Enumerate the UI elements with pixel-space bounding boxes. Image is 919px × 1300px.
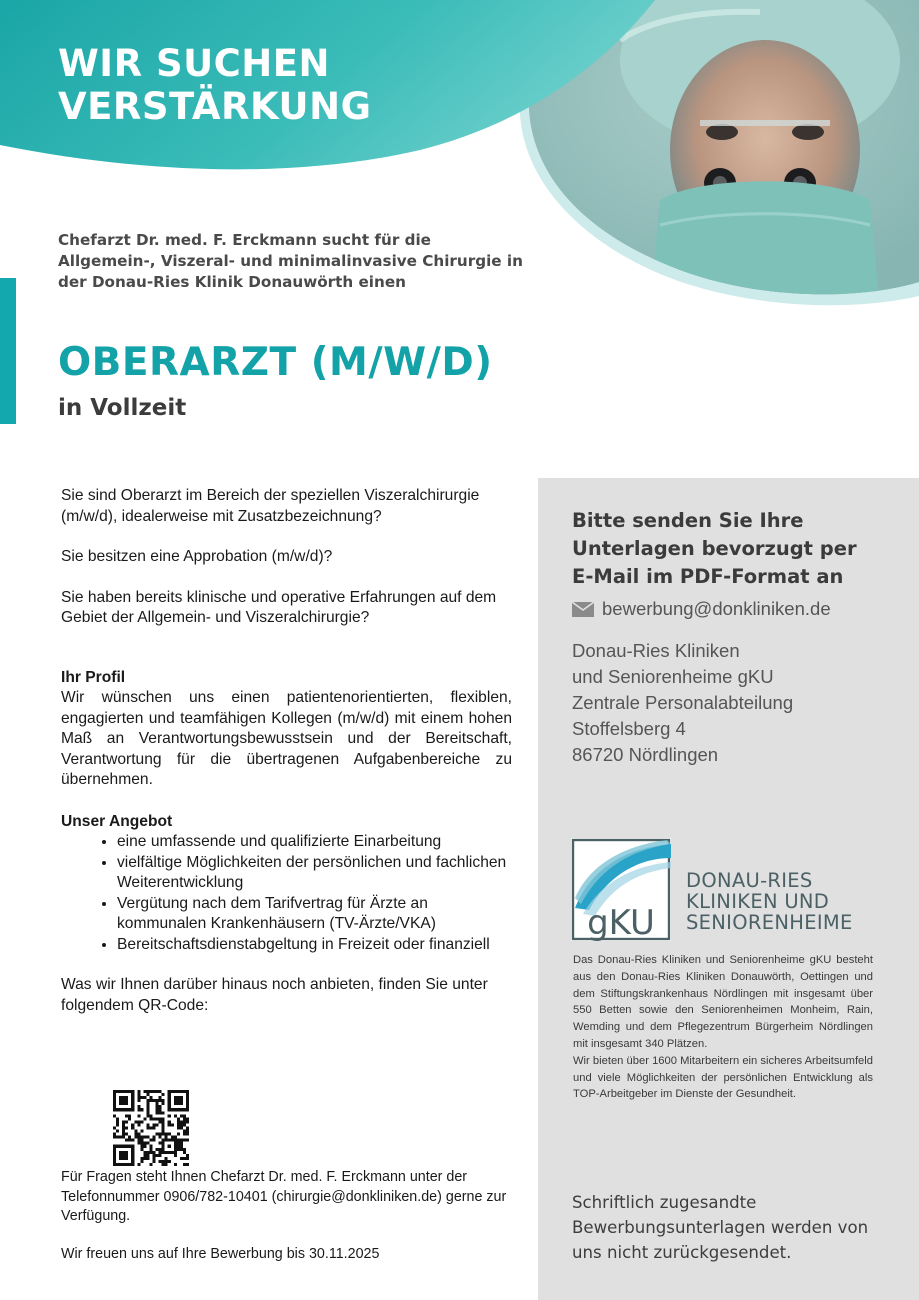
contact-info: Für Fragen steht Ihnen Chefarzt Dr. med. F. Erckmann unter der Telefonnummer 0906/782-10401 (chirurgie@donkliniken.de) gerne zur Verfügung. [61, 1169, 507, 1224]
address-line: Stoffelsberg 4 [572, 718, 686, 739]
logo-name-line: DONAU-RIES [686, 869, 813, 892]
offer-item: • Bereitschaftsdienstabgeltung in Freizeit oder finanziell [117, 935, 512, 956]
offer-item: • eine umfassende und qualifizierte Einarbeitung [117, 832, 512, 853]
job-title: OBERARZT (M/W/D) [58, 340, 493, 385]
application-heading-line: Unterlagen bevorzugt per [572, 537, 857, 560]
gku-logo [571, 838, 671, 941]
logo-name-line: SENIORENHEIME [686, 911, 853, 934]
postal-address [572, 638, 793, 768]
intro-text: Chefarzt Dr. med. F. Erckmann sucht für die Allgemein-, Viszeral- und minimalinvasive Chirurgie in der Donau-Ries Klinik Donauwörth einen [58, 231, 523, 291]
application-email[interactable]: bewerbung@donkliniken.de [602, 598, 831, 619]
address-line: Donau-Ries Kliniken [572, 640, 740, 661]
about-paragraph: Das Donau-Ries Kliniken und Seniorenheime gKU besteht aus den Donau-Ries Kliniken Donauwörth, Oettingen und dem Stiftungskrankenhaus Nördlingen mit insgesamt über 550 Betten sowie den Seniorenheimen Monheim, Rain, Wemding und dem Pflegezentrum Bürgerheim Nördlingen mit insgesamt 340 Plätzen. [573, 954, 873, 1050]
application-heading-line: Bitte senden Sie Ihre [572, 509, 804, 532]
envelope-icon [572, 602, 594, 617]
profile-text: Wir wünschen uns einen patientenorientierten, flexiblen, engagierten und teamfähigen Kollegen (m/w/d) mit einem hohen Maß an Verantwortungsbewusstsein und der Bereitschaft, Verantwortung für die übertragenen Aufgabenbereiche zu übernehmen. [61, 689, 512, 788]
offer-item: • vielfältige Möglichkeiten der persönlichen und fachlichen Weiterentwicklung [117, 853, 512, 894]
application-deadline: Wir freuen uns auf Ihre Bewerbung bis 30.11.2025 [61, 1246, 380, 1262]
address-line: Zentrale Personalabteilung [572, 692, 794, 713]
application-heading [572, 507, 872, 591]
address-line: und Seniorenheime gKU [572, 666, 774, 687]
application-heading-line: E-Mail im PDF-Format an [572, 565, 844, 588]
offer-heading: Unser Angebot [61, 812, 173, 830]
question-1: Sie sind Oberarzt im Bereich der speziellen Viszeralchirurgie (m/w/d), idealerweise mit Zusatzbezeichnung? [61, 487, 480, 525]
job-subtitle: in Vollzeit [58, 395, 187, 421]
logo-name-line: KLINIKEN UND [686, 890, 830, 913]
side-accent-bar [0, 278, 16, 424]
email-row [572, 598, 831, 620]
job-details [61, 486, 512, 1016]
logo-mark: gKU [587, 903, 655, 941]
logo-name [686, 870, 853, 933]
about-company [573, 952, 873, 1103]
offer-list [61, 832, 512, 955]
profile-heading: Ihr Profil [61, 668, 126, 686]
headline-line-1: WIR SUCHEN [58, 42, 331, 85]
return-note: Schriftlich zugesandte Bewerbungsunterlagen werden von uns nicht zurückgesendet. [572, 1193, 869, 1262]
address-line: 86720 Nördlingen [572, 744, 719, 765]
question-2: Sie besitzen eine Approbation (m/w/d)? [61, 548, 333, 565]
question-3: Sie haben bereits klinische und operative Erfahrungen auf dem Gebiet der Allgemein- und Viszeralchirurgie? [61, 588, 497, 626]
offer-item: • Vergütung nach dem Tarifvertrag für Ärzte an kommunalen Krankenhäusern (TV-Ärzte/VKA) [117, 894, 512, 935]
qr-intro: Was wir Ihnen darüber hinaus noch anbieten, finden Sie unter folgendem QR-Code: [61, 976, 488, 1014]
about-paragraph: Wir bieten über 1600 Mitarbeitern ein sicheres Arbeitsumfeld und viele Möglichkeiten der persönlichen Entwicklung als TOP-Arbeitgeber im Dienste der Gesundheit. [573, 1054, 873, 1101]
headline [58, 42, 371, 128]
qr-code[interactable] [113, 1090, 189, 1166]
headline-line-2: VERSTÄRKUNG [58, 85, 372, 128]
